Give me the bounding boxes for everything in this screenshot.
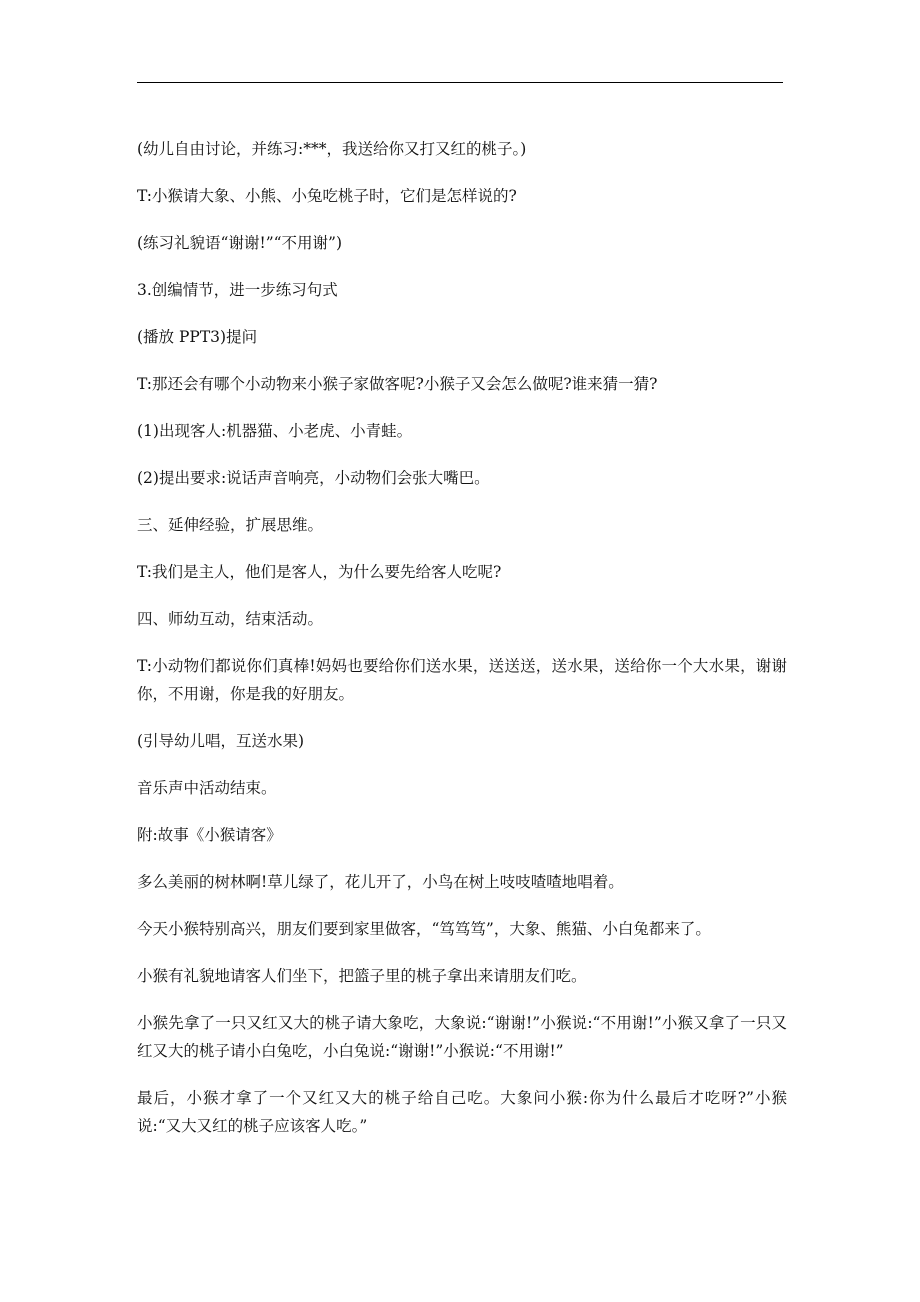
paragraph: (练习礼貌语“谢谢!”“不用谢”) — [137, 234, 343, 252]
story-paragraph: 小猴先拿了一只又红又大的桃子请大象吃，大象说:“谢谢!”小猴说:“不用谢!”小猴又拿了一只又红又大的桃子请小白兔吃，小白兔说:“谢谢!”小猴说:“不用谢!” — [137, 1014, 787, 1060]
paragraph: (播放 PPT3)提问 — [137, 328, 258, 346]
paragraph: T:那还会有哪个小动物来小猴子家做客呢?小猴子又会怎么做呢?谁来猜一猜? — [137, 375, 658, 393]
story-paragraph: 小猴有礼貌地请客人们坐下，把篮子里的桃子拿出来请朋友们吃。 — [137, 967, 587, 985]
section-heading: 四、师幼互动，结束活动。 — [137, 610, 324, 628]
story-paragraph: 多么美丽的树林啊!草儿绿了，花儿开了，小鸟在树上吱吱喳喳地唱着。 — [137, 873, 624, 891]
document-body — [137, 135, 787, 1159]
section-heading: 3.创编情节，进一步练习句式 — [137, 281, 338, 299]
section-heading: 三、延伸经验，扩展思维。 — [137, 516, 324, 534]
paragraph: (2)提出要求:说话声音响亮，小动物们会张大嘴巴。 — [137, 469, 490, 487]
paragraph: T:小动物们都说你们真棒!妈妈也要给你们送水果，送送送，送水果，送给你一个大水果，谢谢你，不用谢，你是我的好朋友。 — [137, 657, 787, 703]
story-title: 附:故事《小猴请客》 — [137, 826, 282, 844]
paragraph: (引导幼儿唱，互送水果) — [137, 732, 305, 750]
header-rule — [137, 82, 783, 83]
paragraph: (1)出现客人:机器猫、小老虎、小青蛙。 — [137, 422, 413, 440]
story-paragraph: 最后，小猴才拿了一个又红又大的桃子给自己吃。大象问小猴:你为什么最后才吃呀?”小猴说:“又大又红的桃子应该客人吃。” — [137, 1089, 787, 1135]
paragraph: 音乐声中活动结束。 — [137, 779, 277, 797]
story-paragraph: 今天小猴特别高兴，朋友们要到家里做客，“笃笃笃”，大象、熊猫、小白兔都来了。 — [137, 920, 711, 938]
paragraph: (幼儿自由讨论，并练习:***，我送给你又打又红的桃子。) — [137, 140, 527, 158]
paragraph: T:小猴请大象、小熊、小兔吃桃子时，它们是怎样说的? — [137, 187, 517, 205]
paragraph: T:我们是主人，他们是客人，为什么要先给客人吃呢? — [137, 563, 502, 581]
